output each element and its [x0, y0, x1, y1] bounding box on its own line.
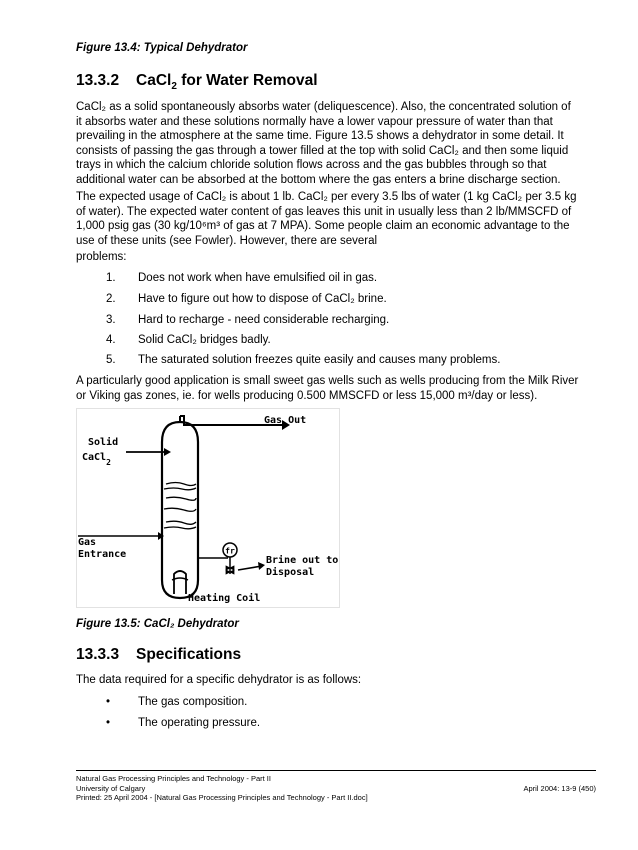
list-item-number: 2. — [106, 293, 116, 305]
list-item — [106, 333, 586, 347]
footer-line: Natural Gas Processing Principles and Technology - Part II — [76, 774, 271, 783]
paragraph-cacl2-intro — [76, 100, 596, 187]
section-title-subscript: 2 — [171, 81, 177, 93]
list-item-number: 3. — [106, 314, 116, 326]
list-item-text: Solid CaCl₂ bridges badly. — [138, 334, 271, 346]
paragraph-line: 1,000 psig gas (30 kg/10⁶m³ of gas at 7 MPA). Some people claim an economic advantage to the — [76, 220, 570, 232]
section-heading-13-3-2 — [76, 72, 318, 92]
footer-divider — [76, 770, 596, 771]
paragraph-line: additional water can be absorbed at the bottom where the gas enters a brine discharge section. — [76, 173, 561, 186]
brine-label-line1: Brine out to — [266, 555, 339, 566]
bullet-icon: • — [106, 717, 111, 729]
paragraph-line: or Viking gas zones, ie. for wells producing 0.500 MMSCFD or less 15,000 m³/day or less). — [76, 389, 538, 402]
solid-cacl2-text: CaCl — [82, 452, 107, 463]
list-item-number: 1. — [106, 272, 116, 284]
section-number: 13.3.3 — [76, 646, 120, 663]
list-item — [106, 695, 586, 709]
figure-13-4-caption: Figure 13.4: Typical Dehydrator — [76, 42, 248, 54]
dehydrator-diagram — [76, 408, 340, 608]
gauge-mark: fr — [225, 546, 235, 556]
section-number: 13.3.2 — [76, 72, 120, 89]
paragraph-expected-usage — [76, 190, 596, 248]
footer-line-row — [76, 784, 596, 794]
figure-13-5-caption: Figure 13.5: CaCl₂ Dehydrator — [76, 618, 239, 630]
list-item — [106, 353, 586, 367]
page-footer — [76, 774, 596, 803]
specifications-intro: The data required for a specific dehydrator is as follows: — [76, 674, 362, 686]
section-title-part: for Water Removal — [176, 72, 318, 89]
brine-label-line2: Disposal — [266, 567, 315, 578]
gas-out-label: Gas Out — [264, 415, 307, 426]
section-title: Specifications — [136, 646, 242, 663]
solid-cacl2-label-line1: Solid — [88, 437, 119, 448]
heating-coil-label: Heating Coil — [188, 593, 261, 604]
footer-line: Printed: 25 April 2004 - [Natural Gas Processing Principles and Technology - Part II.doc] — [76, 793, 368, 802]
paragraph-line: of water). The expected water content of gas leaves this unit in usually less than 2 lb/MMSCFD of — [76, 205, 572, 218]
list-item-number: 5. — [106, 354, 116, 366]
list-item — [106, 292, 586, 306]
problems-label: problems: — [76, 251, 127, 263]
paragraph-line: A particularly good application is small sweet gas wells such as wells producing from the Milk River — [76, 375, 579, 387]
gas-entrance-label-line2: Entrance — [78, 549, 127, 560]
gas-entrance-label-line1: Gas — [78, 537, 97, 548]
paragraph-application — [76, 374, 596, 403]
paragraph-line: trays in which the calcium chloride solution flows across and the gas bubbles through so that — [76, 159, 547, 171]
paragraph-line: consists of passing the gas through a tower filled at the top with solid CaCl₂ and then some liquid — [76, 144, 569, 157]
section-heading-13-3-3 — [76, 646, 241, 664]
list-item — [106, 716, 586, 730]
paragraph-line: CaCl₂ as a solid spontaneously absorbs water (deliquescence). Also, the concentrated solution of — [76, 101, 571, 113]
paragraph-line: prevailing in the atmosphere at the same time. Figure 13.5 shows a dehydrator in some detail. It — [76, 130, 564, 142]
paragraph-line: The expected usage of CaCl₂ is about 1 lb. CaCl₂ per every 3.5 lbs of water (1 kg CaCl₂ per 3.5 kg — [76, 191, 577, 203]
bullet-icon: • — [106, 696, 111, 708]
list-item-text: Does not work when have emulsified oil in gas. — [138, 272, 378, 284]
paragraph-line: it absorbs water and these solutions normally have a lower vapour pressure of water than that — [76, 115, 553, 128]
list-item — [106, 313, 586, 327]
solid-cacl2-subscript: 2 — [106, 458, 111, 467]
list-item-text: The gas composition. — [138, 696, 248, 708]
list-item-text: The operating pressure. — [138, 717, 261, 729]
footer-page-number: April 2004: 13-9 (450) — [523, 783, 596, 793]
list-item-text: Hard to recharge - need considerable recharging. — [138, 314, 390, 326]
paragraph-line: use of these units (see Fowler). However, there are several — [76, 234, 378, 247]
list-item — [106, 271, 586, 285]
list-item-text: Have to figure out how to dispose of CaCl₂ brine. — [138, 293, 387, 305]
list-item-text: The saturated solution freezes quite easily and causes many problems. — [138, 354, 501, 366]
footer-line: University of Calgary — [76, 783, 146, 793]
section-title-part: CaCl — [136, 72, 172, 89]
list-item-number: 4. — [106, 334, 116, 346]
